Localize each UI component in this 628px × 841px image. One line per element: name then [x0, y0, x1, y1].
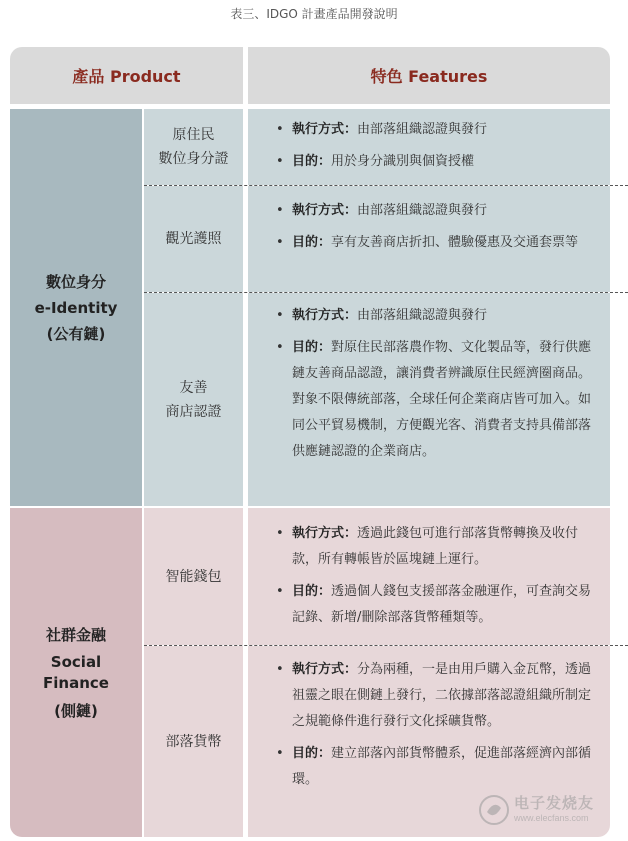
category-e-identity: [10, 109, 142, 506]
category-name-zh: 數位身分: [45, 272, 106, 291]
features-tourism-passport: [248, 186, 610, 292]
feature-item: [276, 657, 592, 735]
product-tourism-passport: [144, 186, 243, 292]
product-name-line1: 智能錢包: [165, 568, 222, 585]
row-divider: [144, 185, 628, 186]
feature-text: 由部落組織認證與發行: [357, 308, 488, 323]
features-indigenous-id: [248, 109, 610, 185]
feature-label: 執行方式：: [292, 122, 358, 137]
watermark: [478, 792, 618, 832]
header-features: 特色 Features: [248, 47, 610, 104]
product-friendly-store-cert: [144, 293, 243, 506]
feature-text: 由部落組織認證與發行: [357, 203, 488, 218]
watermark-url: www.elecfans.com: [514, 813, 589, 823]
feature-label: 執行方式：: [292, 662, 358, 677]
feature-label: 執行方式：: [292, 308, 358, 323]
header-product: 產品 Product: [10, 47, 243, 104]
feature-label: 執行方式：: [292, 203, 358, 218]
feature-item: [276, 741, 592, 793]
category-name-zh: 社群金融: [45, 625, 106, 644]
feature-label: 目的：: [292, 746, 332, 761]
product-indigenous-id: [144, 109, 243, 185]
feature-text: 透過此錢包可進行部落貨幣轉換及收付款，所有轉帳皆於區塊鏈上運行。: [292, 526, 579, 567]
feature-text: 用於身分識別與個資授權: [331, 154, 475, 169]
feature-label: 目的：: [292, 154, 332, 169]
product-name-line2: 商店認證: [165, 403, 222, 420]
feature-text: 建立部落內部貨幣體系，促進部落經濟內部循環。: [292, 746, 592, 787]
product-tribal-currency: [144, 646, 243, 837]
product-table: [10, 47, 610, 837]
feature-item: [276, 335, 592, 465]
feature-text: 分為兩種，一是由用戶購入金瓦幣，透過祖靈之眼在側鏈上發行，二依據部落認證組織所制定之規範條件進行發行文化採礦貨幣。: [292, 662, 592, 729]
product-name-line1: 部落貨幣: [165, 733, 222, 750]
product-name-line1: 觀光護照: [165, 231, 222, 247]
feature-item: [276, 230, 592, 256]
features-friendly-store-cert: [248, 293, 610, 506]
row-divider: [144, 645, 628, 646]
feature-item: [276, 117, 592, 143]
feature-item: [276, 198, 592, 224]
category-name-en-2: Finance: [43, 673, 109, 692]
features-smart-wallet: [248, 508, 610, 645]
product-name-line1: 友善: [179, 379, 208, 396]
product-name-line1: 原住民: [172, 127, 215, 143]
category-chain: (公有鏈): [46, 324, 106, 343]
category-name-en-1: Social: [50, 652, 102, 671]
feature-label: 目的：: [292, 340, 332, 355]
feature-item: [276, 149, 592, 175]
feature-item: [276, 521, 592, 573]
product-name-line2: 數位身分證: [158, 151, 229, 167]
feature-item: [276, 579, 592, 631]
category-chain: (側鏈): [54, 701, 98, 720]
feature-item: [276, 303, 592, 329]
feature-text: 對原住民部落農作物、文化製品等，發行供應鏈友善商品認證，讓消費者辨識原住民經濟圈商品。對象不限傳統部落，全球任何企業商店皆可加入。如同公平貿易機制，方便觀光客、消費者支持具備部落供應鏈認證的企業商店。: [292, 340, 592, 459]
table-caption: 表三、IDGO 計畫產品開發說明: [230, 7, 398, 21]
category-social-finance: [10, 508, 142, 837]
feature-text: 透過個人錢包支援部落金融運作，可查詢交易記錄、新增/刪除部落貨幣種類等。: [292, 584, 592, 625]
feature-label: 目的：: [292, 584, 332, 599]
feature-text: 享有友善商店折扣、體驗優惠及交通套票等: [331, 235, 579, 250]
feature-label: 執行方式：: [292, 526, 358, 541]
category-name-en: e-Identity: [34, 298, 118, 317]
feature-text: 由部落組織認證與發行: [357, 122, 488, 137]
watermark-text: 电子发烧友: [514, 794, 595, 812]
product-smart-wallet: [144, 508, 243, 645]
feature-label: 目的：: [292, 235, 332, 250]
row-divider: [144, 292, 628, 293]
watermark-logo-icon: [478, 794, 510, 826]
